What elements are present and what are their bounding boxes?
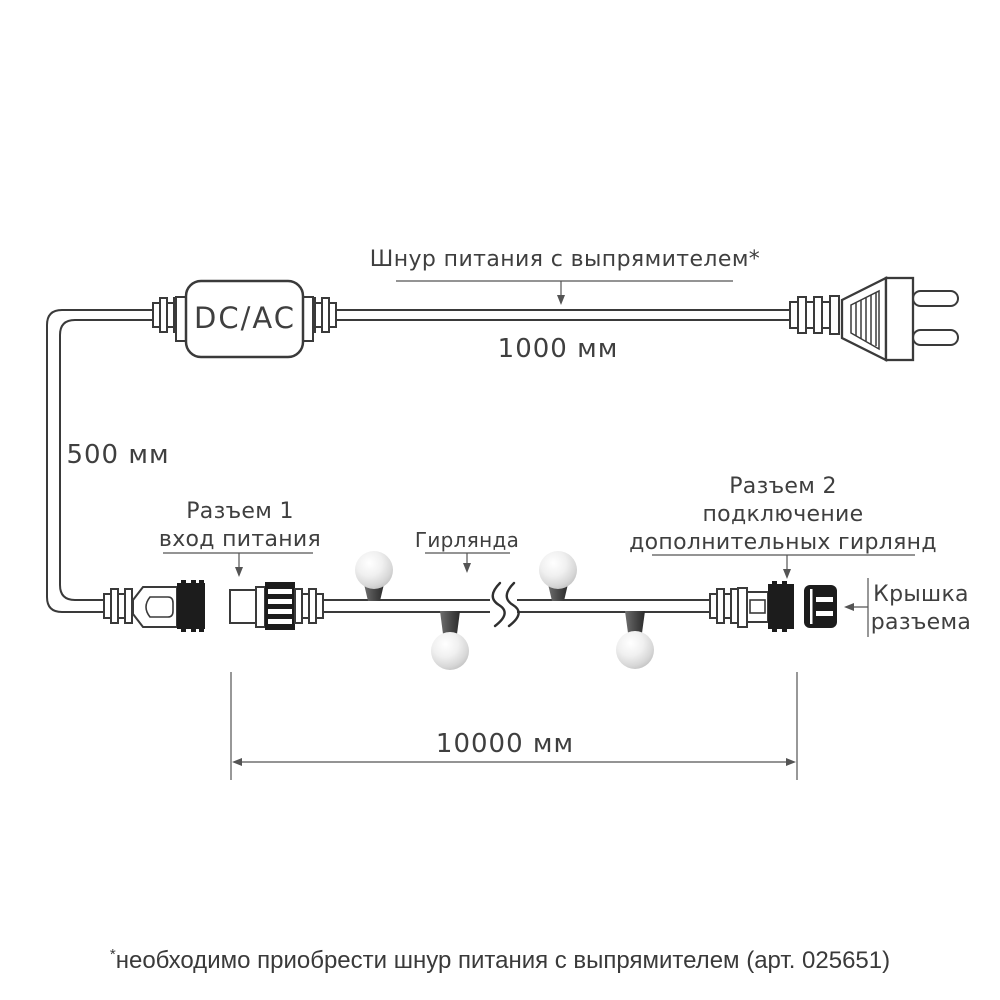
connector1-male-body: [133, 580, 205, 632]
footnote-text: необходимо приобрести шнур питания с выпрямителем (арт. 025651): [115, 947, 891, 974]
strain-relief-garland-end: [710, 589, 738, 623]
plug-back: [886, 278, 913, 360]
power-cord-label: Шнур питания с выпрямителем*: [369, 247, 761, 272]
connector1-label-line2: вход питания: [158, 527, 322, 552]
footnote: [110, 947, 890, 975]
cap-label-line2: разъема: [870, 610, 972, 635]
strain-relief-garland-start: [295, 589, 323, 623]
leader-connector1: [163, 553, 313, 577]
leader-connector2: [652, 555, 915, 579]
power-cord-cable: [334, 310, 792, 320]
connector2-nut: [768, 581, 794, 632]
leader-power-cord: [396, 281, 733, 305]
leader-garland: [425, 553, 510, 573]
strain-relief-connector1-male: [104, 589, 132, 623]
connector1-label: [159, 498, 321, 554]
plug-prong-top: [913, 291, 958, 306]
bulb-down-2: [616, 611, 654, 669]
garland-label: Гирлянда: [414, 528, 520, 552]
power-plug: [842, 278, 958, 360]
strain-relief-plug: [790, 296, 839, 334]
connector2-body: [738, 581, 794, 632]
connector1-label-line1: Разъем 1: [186, 499, 294, 524]
power-cord-length-label: 1000 мм: [497, 334, 619, 364]
adapter-label: DC/AC: [194, 301, 296, 335]
bulb-down-1: [431, 611, 469, 670]
garland-length-label: 10000 мм: [435, 729, 575, 759]
connector2-label-line3: дополнительных гирлянд: [629, 530, 937, 555]
connector2-label-line1: Разъем 2: [729, 474, 837, 499]
leader-cap: [844, 578, 868, 637]
cap-label-line1: Крышка: [873, 582, 969, 607]
connector-cap: [804, 585, 837, 628]
bulb-up-2: [539, 551, 577, 601]
lead-length-label: 500 мм: [66, 440, 170, 470]
plug-prong-bottom: [913, 330, 958, 345]
connector1-female-nut: [265, 582, 295, 630]
footnote-asterisk: *: [109, 946, 116, 963]
bulb-up-1: [355, 551, 393, 601]
cap-label: [871, 581, 971, 637]
connector1-male-nut: [177, 580, 205, 632]
connector2-label-line2: подключение: [702, 502, 864, 527]
dimension-garland-length: [231, 672, 797, 780]
connector1-female: [230, 582, 295, 630]
connector2-label: [629, 473, 937, 557]
cable-break-symbol: [493, 583, 519, 626]
